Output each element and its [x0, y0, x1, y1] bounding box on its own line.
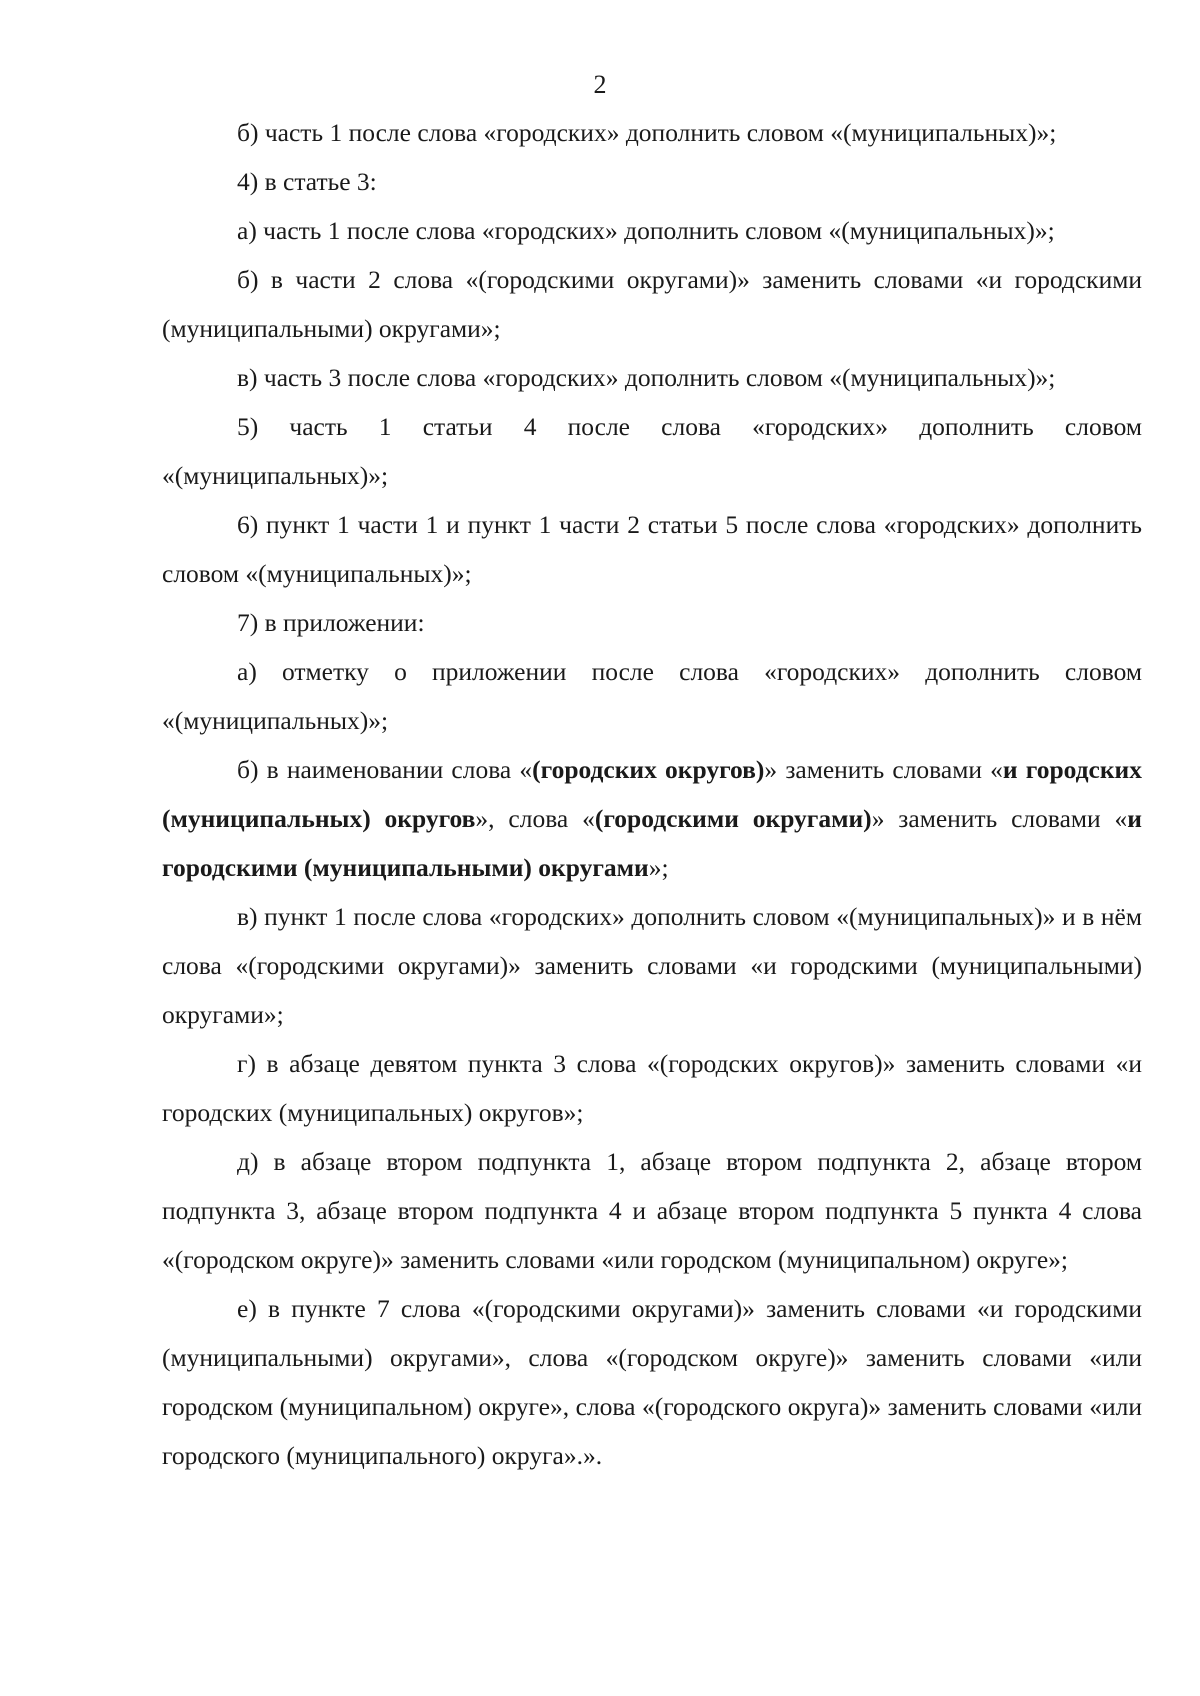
paragraph: д) в абзаце втором подпункта 1, абзаце втором подпункта 2, абзаце втором подпункта 3, абзаце втором подпункта 4 и абзаце втором подпункта 5 пункта 4 слова «(городском округе)» заменить словами «или городском (муниципальном) округе»;: [162, 1147, 1142, 1274]
paragraph: а) часть 1 после слова «городских» дополнить словом «(муниципальных)»;: [237, 216, 1055, 245]
bold-run: и городских (муниципальных) округов: [162, 755, 1143, 833]
paragraph: в) часть 3 после слова «городских» дополнить словом «(муниципальных)»;: [237, 363, 1056, 392]
paragraph: 7) в приложении:: [237, 608, 425, 637]
document-body: [162, 108, 1142, 1480]
paragraph: б) в части 2 слова «(городскими округами)» заменить словами «и городскими (муниципальными) округами»;: [162, 265, 1142, 343]
page-number: 2: [593, 70, 607, 99]
bold-run: и городскими (муниципальными) округами: [162, 804, 1142, 882]
bold-run: (городскими округами): [594, 804, 872, 833]
paragraph: 4) в статье 3:: [237, 167, 377, 196]
paragraph-with-bold: [162, 745, 1142, 892]
text-run: »;: [648, 853, 669, 882]
paragraph: е) в пункте 7 слова «(городскими округами)» заменить словами «и городскими (муниципальными) округами», слова «(городском округе)» заменить словами «или городском (муниципальном) округе», слова «(городского округа)» заменить словами «или городского (муниципального) округа».».: [162, 1294, 1142, 1470]
bold-run: (городских округов): [532, 755, 765, 784]
paragraph: в) пункт 1 после слова «городских» дополнить словом «(муниципальных)» и в нём слова «(городскими округами)» заменить словами «и городскими (муниципальными) округами»;: [162, 902, 1142, 1029]
text-run: » заменить словами «: [871, 804, 1128, 833]
paragraph: 6) пункт 1 части 1 и пункт 1 части 2 статьи 5 после слова «городских» дополнить словом «(муниципальных)»;: [162, 510, 1142, 588]
text-run: » заменить словами «: [764, 755, 1003, 784]
paragraph: а) отметку о приложении после слова «городских» дополнить словом «(муниципальных)»;: [162, 657, 1142, 735]
text-run: б) в наименовании слова «: [237, 755, 533, 784]
paragraph: б) часть 1 после слова «городских» дополнить словом «(муниципальных)»;: [237, 118, 1057, 147]
text-run: », слова «: [475, 804, 595, 833]
paragraph: 5) часть 1 статьи 4 после слова «городских» дополнить словом «(муниципальных)»;: [162, 412, 1142, 490]
paragraph: г) в абзаце девятом пункта 3 слова «(городских округов)» заменить словами «и городских (муниципальных) округов»;: [162, 1049, 1142, 1127]
